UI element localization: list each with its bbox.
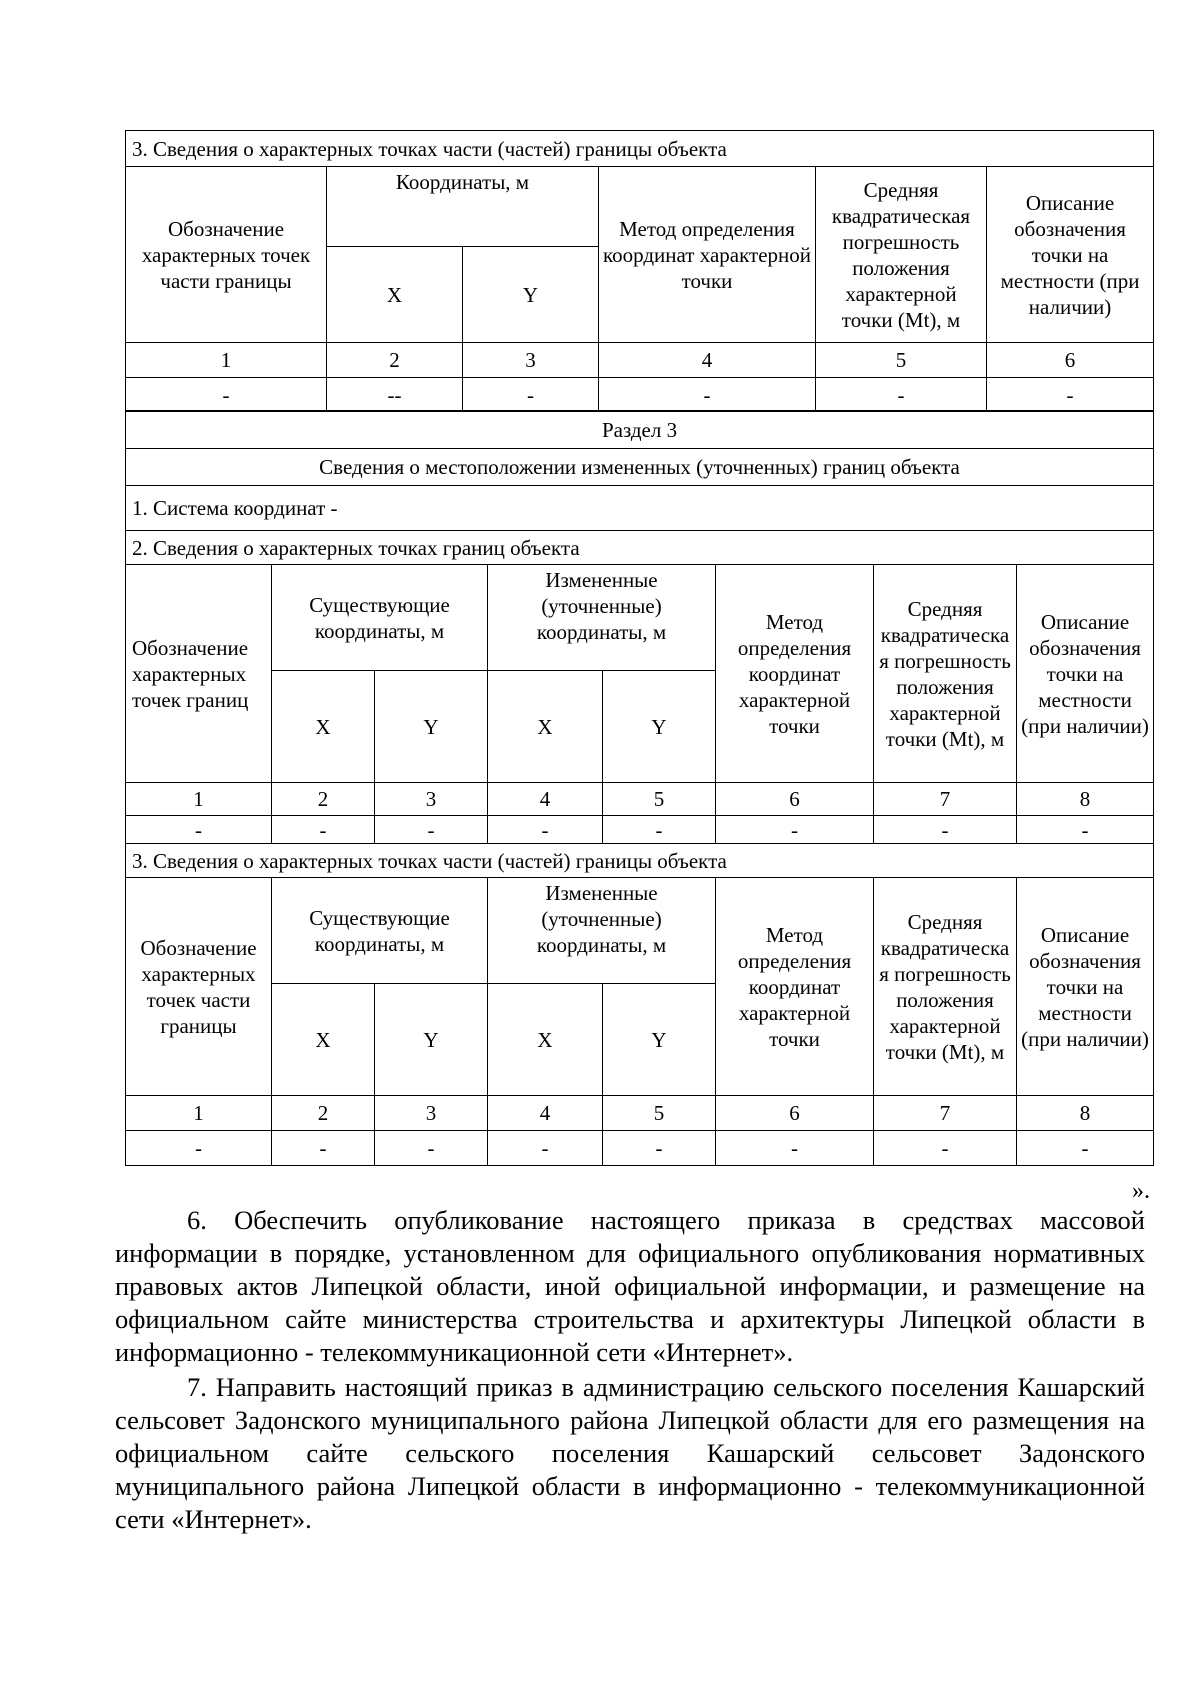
table-cell: - — [488, 1131, 603, 1166]
table-cell: - — [603, 816, 716, 844]
header-error: Средняя квадратическая погрешность положения характерной точки (Mt), м — [816, 167, 987, 343]
column-number: 1 — [126, 1096, 272, 1131]
header-x: X — [327, 247, 463, 343]
column-number: 7 — [874, 783, 1017, 816]
column-number: 1 — [126, 343, 327, 378]
column-number: 3 — [375, 783, 488, 816]
table-cell: - — [874, 816, 1017, 844]
header-changed-coordinates: Измененные (уточненные) координаты, м — [488, 565, 716, 671]
header-method: Метод определения координат характерной точки — [716, 878, 874, 1096]
table-cell: - — [716, 1131, 874, 1166]
header-y: Y — [603, 671, 716, 783]
header-y: Y — [375, 984, 488, 1096]
header-x: X — [272, 984, 375, 1096]
column-number: 4 — [488, 783, 603, 816]
header-error: Средняя квадратическая погрешность положения характерной точки (Mt), м — [874, 565, 1017, 783]
closing-quote: ». — [1132, 1178, 1150, 1204]
column-number: 5 — [603, 1096, 716, 1131]
table-cell: -- — [327, 378, 463, 412]
column-number: 4 — [488, 1096, 603, 1131]
table-cell: - — [272, 1131, 375, 1166]
part-boundary-points-title: 3. Сведения о характерных точках части (частей) границы объекта — [126, 844, 1154, 878]
header-y: Y — [603, 984, 716, 1096]
table-cell: - — [375, 816, 488, 844]
header-x: X — [272, 671, 375, 783]
header-method: Метод определения координат характерной точки — [599, 167, 816, 343]
header-designation: Обозначение характерных точек границ — [126, 565, 272, 783]
table-cell: - — [488, 816, 603, 844]
coordinate-system: 1. Система координат - — [126, 486, 1154, 531]
header-y: Y — [463, 247, 599, 343]
column-number: 3 — [375, 1096, 488, 1131]
header-coordinates: Координаты, м — [327, 167, 599, 247]
table-cell: - — [126, 1131, 272, 1166]
boundary-points-title: 2. Сведения о характерных точках границ объекта — [126, 531, 1154, 565]
column-number: 2 — [327, 343, 463, 378]
table-title: 3. Сведения о характерных точках части (частей) границы объекта — [126, 131, 1154, 167]
header-designation: Обозначение характерных точек части границы — [126, 878, 272, 1096]
table-cell: - — [375, 1131, 488, 1166]
column-number: 8 — [1017, 1096, 1154, 1131]
header-description: Описание обозначения точки на местности (при наличии) — [987, 167, 1154, 343]
table-cell: - — [987, 378, 1154, 412]
column-number: 5 — [603, 783, 716, 816]
column-number: 8 — [1017, 783, 1154, 816]
table-cell: - — [599, 378, 816, 412]
header-x: X — [488, 984, 603, 1096]
header-existing-coordinates: Существующие координаты, м — [272, 878, 488, 984]
header-existing-coordinates: Существующие координаты, м — [272, 565, 488, 671]
header-method: Метод определения координат характерной точки — [716, 565, 874, 783]
paragraph-7: 7. Направить настоящий приказ в администрацию сельского поселения Кашарский сельсовет Задонского муниципального района Липецкой области для его размещения на официальном сайте сельского поселения Кашарский сельсовет Задонского муниципального района Липецкой области в информационно - телекоммуникационной сети «Интернет». — [115, 1372, 1145, 1534]
table-cell: - — [126, 816, 272, 844]
column-number: 2 — [272, 1096, 375, 1131]
table-cell: - — [816, 378, 987, 412]
header-error: Средняя квадратическая погрешность положения характерной точки (Mt), м — [874, 878, 1017, 1096]
header-description: Описание обозначения точки на местности (при наличии) — [1017, 878, 1154, 1096]
column-number: 7 — [874, 1096, 1017, 1131]
header-designation: Обозначение характерных точек части границы — [126, 167, 327, 343]
column-number: 5 — [816, 343, 987, 378]
header-x: X — [488, 671, 603, 783]
section3-table — [125, 410, 1154, 1166]
column-number: 6 — [716, 783, 874, 816]
header-changed-coordinates: Измененные (уточненные) координаты, м — [488, 878, 716, 984]
column-number: 2 — [272, 783, 375, 816]
table-cell: - — [603, 1131, 716, 1166]
table-cell: - — [874, 1131, 1017, 1166]
column-number: 1 — [126, 783, 272, 816]
section-subtitle: Сведения о местоположении измененных (уточненных) границ объекта — [126, 449, 1154, 486]
header-description: Описание обозначения точки на местности (при наличии) — [1017, 565, 1154, 783]
column-number: 3 — [463, 343, 599, 378]
table-cell: - — [463, 378, 599, 412]
column-number: 4 — [599, 343, 816, 378]
section-title: Раздел 3 — [126, 411, 1154, 449]
column-number: 6 — [716, 1096, 874, 1131]
table-cell: - — [126, 378, 327, 412]
table-cell: - — [1017, 816, 1154, 844]
column-number: 6 — [987, 343, 1154, 378]
part-boundary-points-table — [125, 130, 1154, 412]
table-cell: - — [272, 816, 375, 844]
header-y: Y — [375, 671, 488, 783]
table-cell: - — [716, 816, 874, 844]
table-cell: - — [1017, 1131, 1154, 1166]
paragraph-6: 6. Обеспечить опубликование настоящего приказа в средствах массовой информации в порядке, установленном для официального опубликования нормативных правовых актов Липецкой области, иной официальной информации, и размещение на официальном сайте министерства строительства и архитектуры Липецкой области в информационно - телекоммуникационной сети «Интернет». — [115, 1205, 1145, 1367]
